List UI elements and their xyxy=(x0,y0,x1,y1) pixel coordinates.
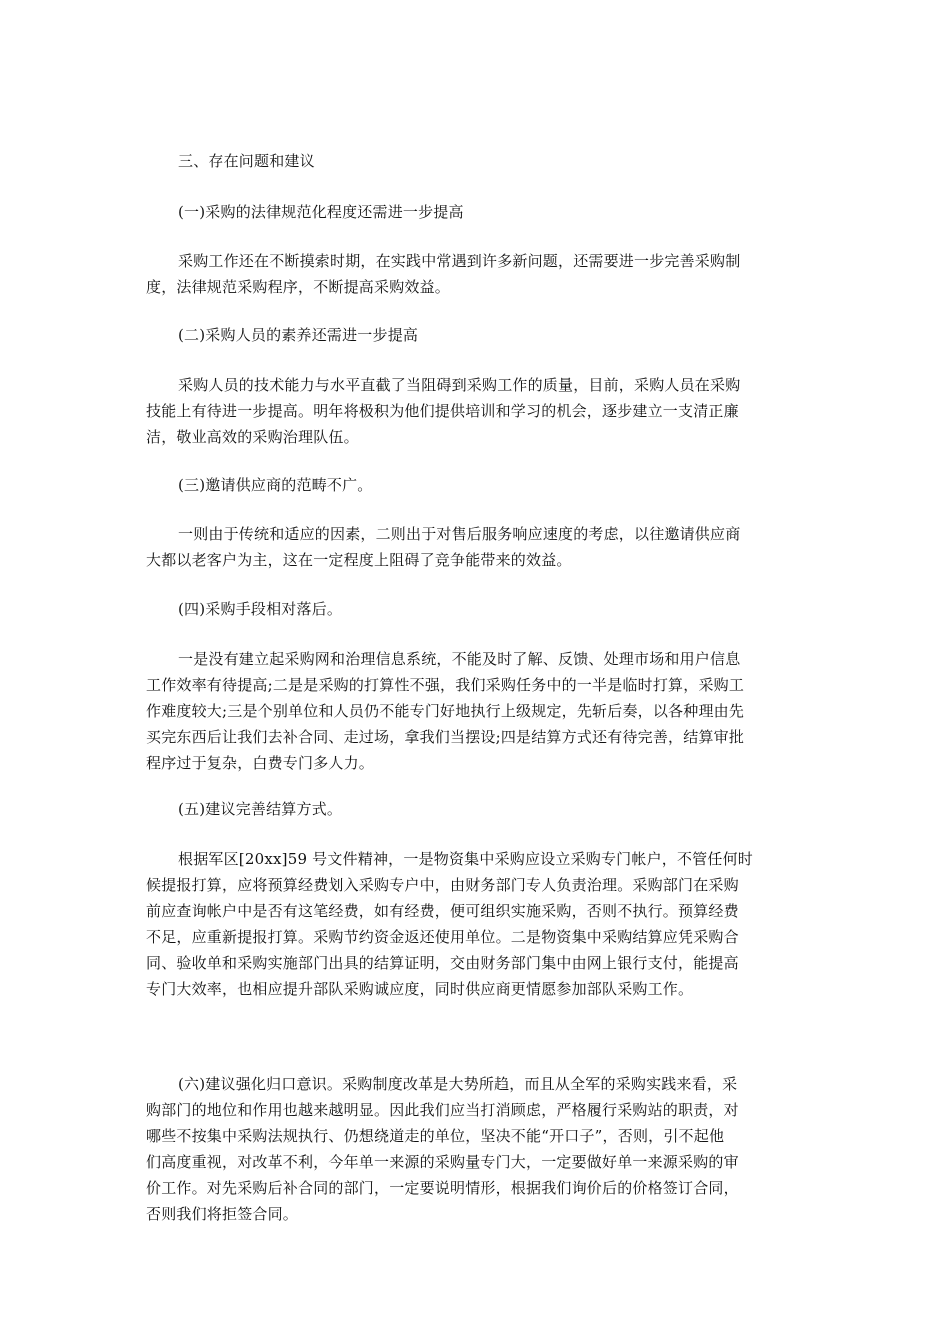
item-2-paragraph xyxy=(146,372,814,450)
paragraph-line: 一则由于传统和适应的因素，二则出于对售后服务响应速度的考虑，以往邀请供应商 xyxy=(178,525,741,543)
section-title: 三、存在问题和建议 xyxy=(178,152,315,170)
paragraph-line: 工作效率有待提高;二是是采购的打算性不强，我们采购任务中的一半是临时打算，采购工 xyxy=(146,676,745,694)
paragraph-line: 作难度较大;三是个别单位和人员仍不能专门好地执行上级规定，先斩后奏，以各种理由先 xyxy=(146,702,745,720)
paragraph-line: 大都以老客户为主，这在一定程度上阻碍了竞争能带来的效益。 xyxy=(146,551,572,569)
item-1-paragraph xyxy=(146,248,814,300)
paragraph-line: 不足，应重新提报打算。采购节约资金返还使用单位。二是物资集中采购结算应凭采购合 xyxy=(146,928,739,946)
item-2-heading: (二)采购人员的素养还需进一步提高 xyxy=(178,326,419,344)
item-4-paragraph xyxy=(146,646,814,776)
item-3-paragraph xyxy=(146,521,814,573)
paragraph-line: 根据军区[20xx]59 号文件精神，一是物资集中采购应设立采购专门帐户，不管任何时 xyxy=(178,850,753,868)
paragraph-line: 们高度重视，对改革不利，今年单一来源的采购量专门大，一定要做好单一来源采购的审 xyxy=(146,1153,739,1171)
paragraph-line: 程序过于复杂，白费专门多人力。 xyxy=(146,754,375,772)
item-5-heading: (五)建议完善结算方式。 xyxy=(178,800,343,818)
paragraph-line: 前应查询帐户中是否有这笔经费，如有经费，便可组织实施采购，否则不执行。预算经费 xyxy=(146,902,739,920)
item-6-paragraph xyxy=(146,1071,814,1227)
paragraph-line: 专门大效率，也相应提升部队采购诚应度，同时供应商更情愿参加部队采购工作。 xyxy=(146,980,694,998)
paragraph-line: 同、验收单和采购实施部门出具的结算证明，交由财务部门集中由网上银行支付，能提高 xyxy=(146,954,739,972)
item-3-heading: (三)邀请供应商的范畴不广。 xyxy=(178,476,373,494)
paragraph-line: 购部门的地位和作用也越来越明显。因此我们应当打消顾虑，严格履行采购站的职责，对 xyxy=(146,1101,739,1119)
paragraph-line: 候提报打算，应将预算经费划入采购专户中，由财务部门专人负责治理。采购部门在采购 xyxy=(146,876,739,894)
paragraph-line: 技能上有待进一步提高。明年将极积为他们提供培训和学习的机会，逐步建立一支清正廉 xyxy=(146,402,739,420)
paragraph-line: 采购工作还在不断摸索时期，在实践中常遇到许多新问题，还需要进一步完善采购制 xyxy=(178,252,741,270)
paragraph-line: 洁，敬业高效的采购治理队伍。 xyxy=(146,428,359,446)
paragraph-line: 一是没有建立起采购网和治理信息系统，不能及时了解、反馈、处理市场和用户信息 xyxy=(178,650,741,668)
paragraph-line: 哪些不按集中采购法规执行、仍想绕道走的单位，坚决不能“开口子”，否则，引不起他 xyxy=(146,1127,725,1145)
paragraph-line: (六)建议强化归口意识。采购制度改革是大势所趋，而且从全军的采购实践来看，采 xyxy=(178,1075,738,1093)
paragraph-line: 价工作。对先采购后补合同的部门，一定要说明情形，根据我们询价后的价格签订合同， xyxy=(146,1179,739,1197)
paragraph-line: 否则我们将拒签合同。 xyxy=(146,1205,299,1223)
paragraph-line: 度，法律规范采购程序，不断提高采购效益。 xyxy=(146,278,451,296)
item-1-heading: (一)采购的法律规范化程度还需进一步提高 xyxy=(178,203,464,221)
paragraph-line: 买完东西后让我们去补合同、走过场，拿我们当摆设;四是结算方式还有待完善，结算审批 xyxy=(146,728,745,746)
paragraph-line: 采购人员的技术能力与水平直截了当阻碍到采购工作的质量，目前，采购人员在采购 xyxy=(178,376,741,394)
item-4-heading: (四)采购手段相对落后。 xyxy=(178,600,343,618)
item-5-paragraph xyxy=(146,846,814,1002)
